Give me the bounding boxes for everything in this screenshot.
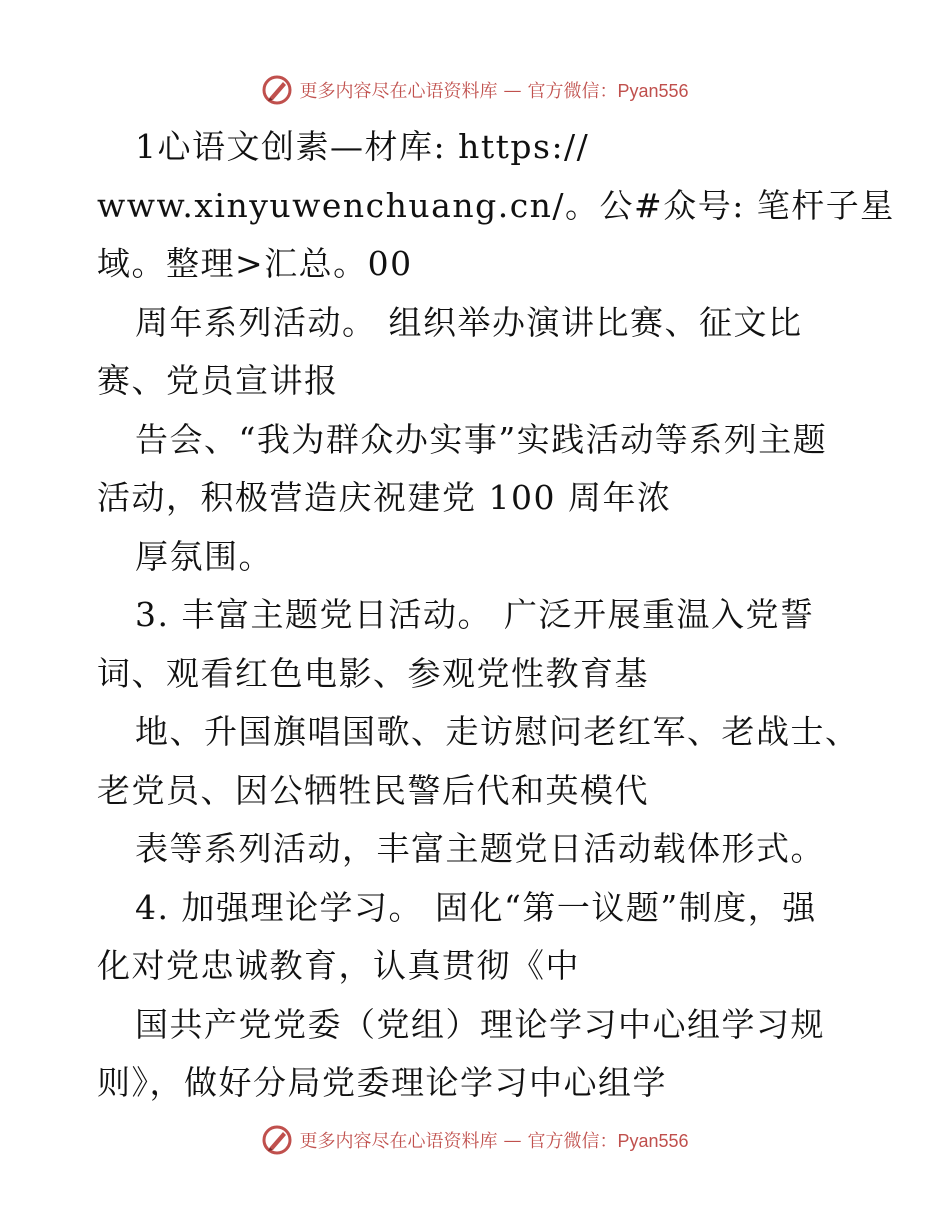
text-line-13: 表等系列活动，丰富主题党日活动载体形式。 [135, 829, 825, 868]
text-line-2: www.xinyuwenchuang.cn/。公#众号: 笔杆子星 [97, 185, 895, 225]
banner-wechat: 官方微信：Pyan556 [527, 1131, 689, 1151]
text-line-4: 周年系列活动。 组织举办演讲比赛、征文比 [135, 302, 803, 342]
banner-title: 更多内容尽在心语资料库 [299, 81, 498, 102]
text-line-12: 老党员、因公牺牲民警后代和英模代 [97, 770, 649, 810]
text-line-10: 词、观看红色电影、参观党性教育基 [97, 653, 649, 693]
pen-logo-icon [261, 74, 293, 106]
banner-dash: — [503, 79, 522, 101]
banner-dash: — [503, 1129, 522, 1151]
document-body [97, 118, 897, 1113]
text-line-11: 地、升国旗唱国歌、走访慰问老红军、老战士、 [135, 712, 860, 751]
banner-wechat: 官方微信：Pyan556 [527, 81, 689, 101]
text-line-14: 4. 加强理论学习。 固化“第一议题”制度，强 [135, 887, 817, 927]
text-line-3: 域。整理>汇总。00 [97, 244, 413, 283]
text-line-15: 化对党忠诚教育，认真贯彻《中 [97, 946, 580, 985]
text-line-9: 3. 丰富主题党日活动。 广泛开展重温入党誓 [135, 595, 815, 634]
text-line-6: 告会、“我为群众办实事”实践活动等系列主题 [135, 419, 828, 459]
text-line-5: 赛、党员宣讲报 [97, 361, 339, 400]
text-line-7: 活动，积极营造庆祝建党 100 周年浓 [97, 478, 672, 517]
header-watermark-banner [0, 70, 950, 110]
text-line-8: 厚氛围。 [135, 536, 273, 576]
text-line-1: 1心语文创素—材库: https:// [135, 127, 590, 166]
text-line-16: 国共产党党委（党组）理论学习中心组学习规 [135, 1004, 825, 1044]
text-line-17: 则》，做好分局党委理论学习中心组学 [97, 1063, 667, 1102]
banner-title: 更多内容尽在心语资料库 [299, 1131, 498, 1152]
footer-watermark-banner [0, 1120, 950, 1160]
pen-logo-icon [261, 1124, 293, 1156]
